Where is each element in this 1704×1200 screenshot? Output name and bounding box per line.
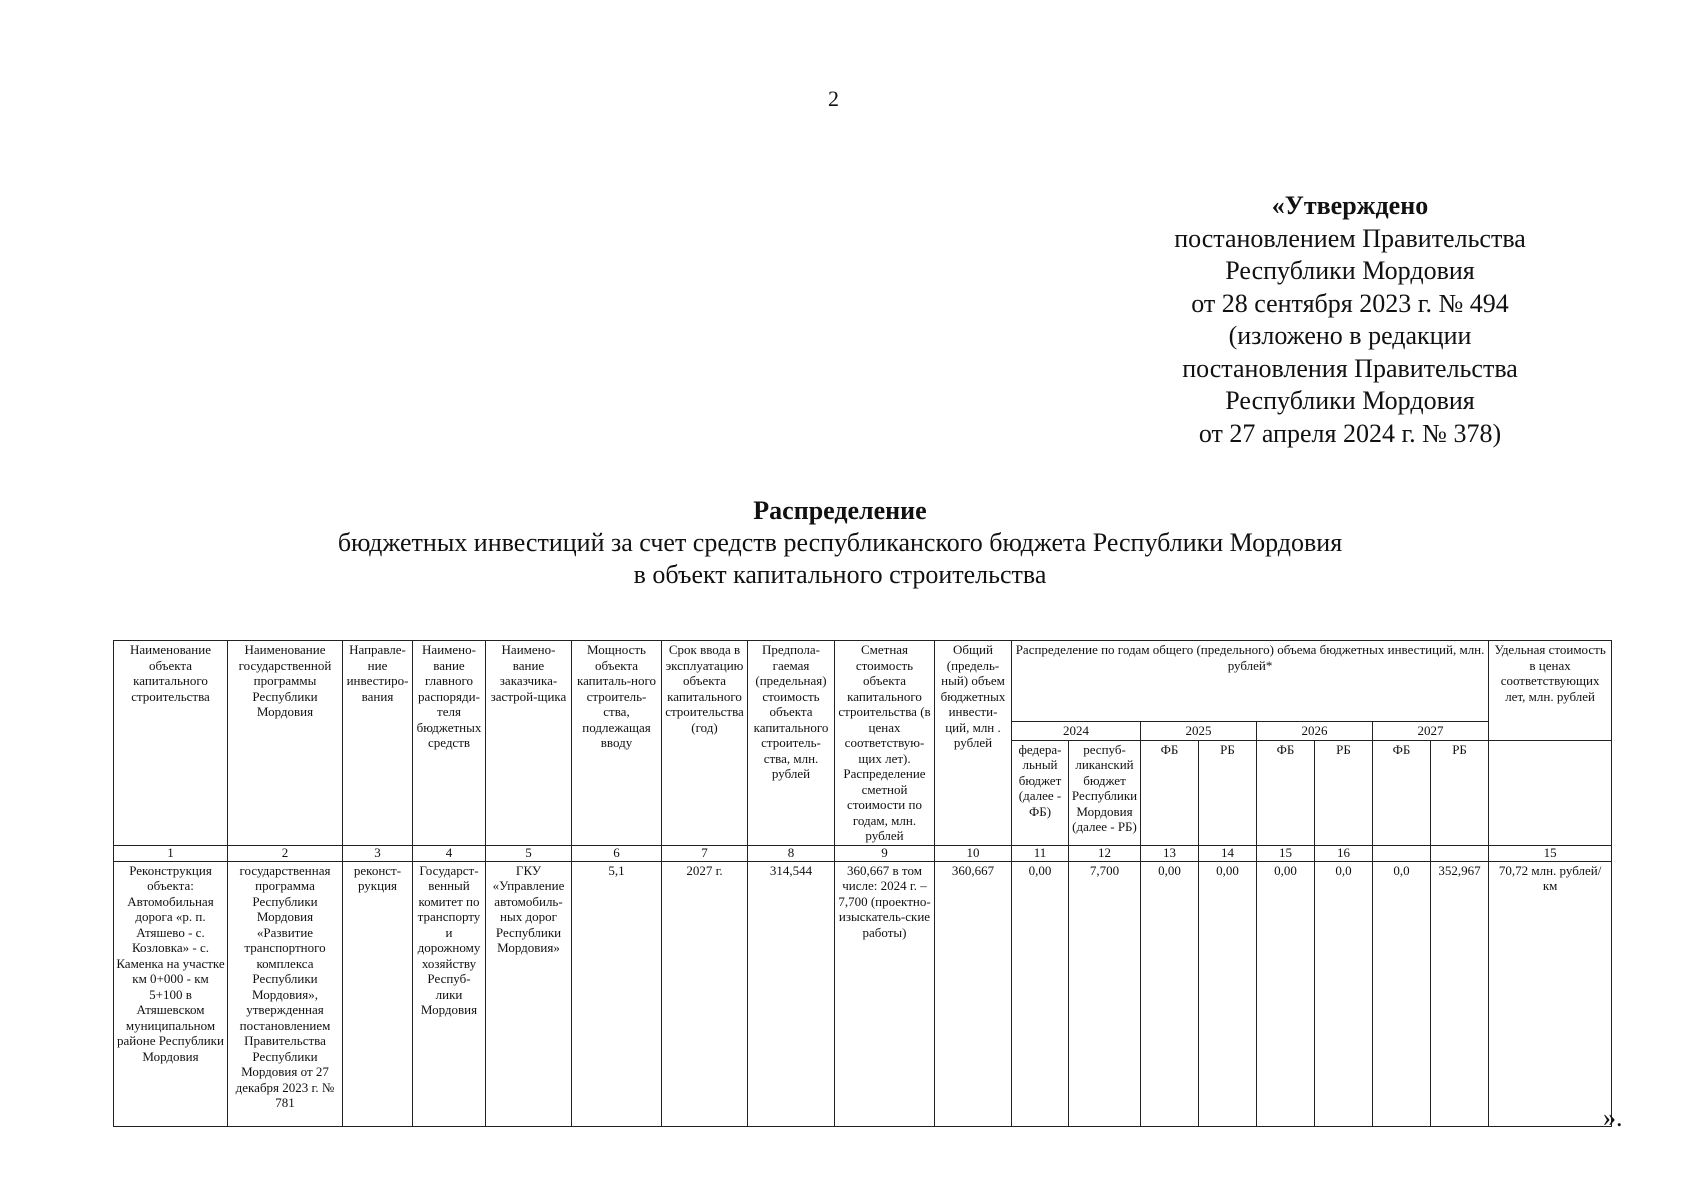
column-number: 14 bbox=[1199, 845, 1257, 861]
cell-unit-cost: 70,72 млн. рублей/ км bbox=[1489, 861, 1612, 1126]
cell-estimated-cost: 314,544 bbox=[748, 861, 835, 1126]
investment-table bbox=[113, 640, 1612, 1127]
header-object-name: Наименование объекта капитального строительства bbox=[114, 641, 228, 846]
header-estimated-cost: Предпола-гаемая (предельная) стоимость объекта капитального строитель-ства, млн. рублей bbox=[748, 641, 835, 846]
approval-line: Республики Мордовия bbox=[1225, 256, 1475, 285]
cell-capacity: 5,1 bbox=[572, 861, 662, 1126]
column-number: 4 bbox=[413, 845, 486, 861]
cell-budget-estimate: 360,667 в том числе: 2024 г. – 7,700 (проектно-изыскатель-ские работы) bbox=[835, 861, 935, 1126]
header-total-volume: Общий (предель-ный) объем бюджетных инвести-ций, млн . рублей bbox=[935, 641, 1012, 846]
title-subtitle: бюджетных инвестиций за счет средств республиканского бюджета Республики Мордовия bbox=[337, 528, 1343, 557]
cell-direction: реконст-рукция bbox=[343, 861, 413, 1126]
approval-line: Республики Мордовия bbox=[1225, 386, 1475, 415]
column-number: 10 bbox=[935, 845, 1012, 861]
column-number bbox=[1373, 845, 1431, 861]
column-number: 2 bbox=[228, 845, 343, 861]
header-unit-cost: Удельная стоимость в ценах соответствующих лет, млн. рублей bbox=[1489, 641, 1612, 741]
header-rb-2027: РБ bbox=[1431, 740, 1489, 845]
header-commissioning: Срок ввода в эксплуатацию объекта капитального строительства (год) bbox=[662, 641, 748, 846]
title-subtitle: в объект капитального строительства bbox=[633, 560, 1047, 589]
cell-customer: ГКУ «Управление автомобиль-ных дорог Республики Мордовия» bbox=[486, 861, 572, 1126]
column-number: 13 bbox=[1141, 845, 1199, 861]
column-number: 8 bbox=[748, 845, 835, 861]
approval-line: от 28 сентября 2023 г. № 494 bbox=[1191, 288, 1509, 318]
approval-block bbox=[1120, 190, 1580, 450]
cell-rb-2026: 0,0 bbox=[1315, 861, 1373, 1126]
approval-line: «Утверждено bbox=[1271, 191, 1429, 220]
closing-quote: ». bbox=[1603, 1103, 1623, 1132]
header-customer: Наимено-вание заказчика-застрой-щика bbox=[486, 641, 572, 846]
cell-rb-2027: 352,967 bbox=[1431, 861, 1489, 1126]
header-year: 2024 bbox=[1012, 722, 1141, 741]
cell-fb-2025: 0,00 bbox=[1141, 861, 1199, 1126]
approval-line: постановления Правительства bbox=[1182, 353, 1518, 383]
title-heading: Распределение bbox=[753, 496, 927, 525]
column-number: 16 bbox=[1315, 845, 1373, 861]
cell-manager: Государст-венный комитет по транспорту и дорожному хозяйству Респуб-лики Мордовия bbox=[413, 861, 486, 1126]
column-number bbox=[1431, 845, 1489, 861]
cell-commissioning: 2027 г. bbox=[662, 861, 748, 1126]
header-rb-2024: респуб-ликанский бюджет Республики Мордовия (далее - РБ) bbox=[1069, 740, 1141, 845]
cell-total-volume: 360,667 bbox=[935, 861, 1012, 1126]
header-unit-cost-blank bbox=[1489, 740, 1612, 845]
cell-program: государственная программа Республики Мордовия «Развитие транспортного комплекса Республики Мордовия», утвержденная постановлением Правительства Республики Мордовия от 27 декабря 2023 г. № 781 bbox=[228, 861, 343, 1126]
table-row bbox=[114, 861, 1612, 1126]
header-year: 2027 bbox=[1373, 722, 1489, 741]
approval-line: постановлением Правительства bbox=[1174, 223, 1526, 253]
approval-line: от 27 апреля 2024 г. № 378) bbox=[1198, 418, 1502, 448]
header-fb-2026: ФБ bbox=[1257, 740, 1315, 845]
column-number: 3 bbox=[343, 845, 413, 861]
header-capacity: Мощность объекта капиталь-ного строитель-ства, подлежащая вводу bbox=[572, 641, 662, 846]
column-number: 15 bbox=[1489, 845, 1612, 861]
cell-rb-2024: 7,700 bbox=[1069, 861, 1141, 1126]
header-budget-estimate: Сметная стоимость объекта капитального строительства (в ценах соответствую-щих лет). Распределение сметной стоимости по годам, млн. рублей bbox=[835, 641, 935, 846]
column-number: 1 bbox=[114, 845, 228, 861]
header-distribution bbox=[1012, 641, 1489, 722]
header-fb-2025: ФБ bbox=[1141, 740, 1199, 845]
column-number: 15 bbox=[1257, 845, 1315, 861]
cell-fb-2027: 0,0 bbox=[1373, 861, 1431, 1126]
header-manager: Наимено-вание главного распоряди-теля бюджетных средств bbox=[413, 641, 486, 846]
header-program: Наименование государственной программы Республики Мордовия bbox=[228, 641, 343, 846]
header-rb-2026: РБ bbox=[1315, 740, 1373, 845]
column-number: 9 bbox=[835, 845, 935, 861]
column-number: 5 bbox=[486, 845, 572, 861]
header-year: 2026 bbox=[1257, 722, 1373, 741]
page-number: 2 bbox=[828, 86, 839, 111]
column-number: 12 bbox=[1069, 845, 1141, 861]
cell-object-name: Реконструкция объекта: Автомобильная дорога «р. п. Атяшево - с. Козловка» - с. Каменка на участке км 0+000 - км 5+100 в Атяшевском муниципальном районе Республики Мордовия bbox=[114, 861, 228, 1126]
cell-fb-2024: 0,00 bbox=[1012, 861, 1069, 1126]
header-fb-2027: ФБ bbox=[1373, 740, 1431, 845]
header-fb-2024: федера-льный бюджет (далее - ФБ) bbox=[1012, 740, 1069, 845]
column-number: 7 bbox=[662, 845, 748, 861]
approval-line: (изложено в редакции bbox=[1228, 321, 1472, 350]
header-rb-2025: РБ bbox=[1199, 740, 1257, 845]
header-year: 2025 bbox=[1141, 722, 1257, 741]
cell-rb-2025: 0,00 bbox=[1199, 861, 1257, 1126]
distribution-label: Распределение по годам общего (предельного) объема бюджетных инвестиций, млн. рублей* bbox=[1015, 642, 1485, 673]
column-number: 11 bbox=[1012, 845, 1069, 861]
column-number: 6 bbox=[572, 845, 662, 861]
header-direction: Направле-ние инвестиро-вания bbox=[343, 641, 413, 846]
document-title bbox=[220, 495, 1460, 591]
cell-fb-2026: 0,00 bbox=[1257, 861, 1315, 1126]
